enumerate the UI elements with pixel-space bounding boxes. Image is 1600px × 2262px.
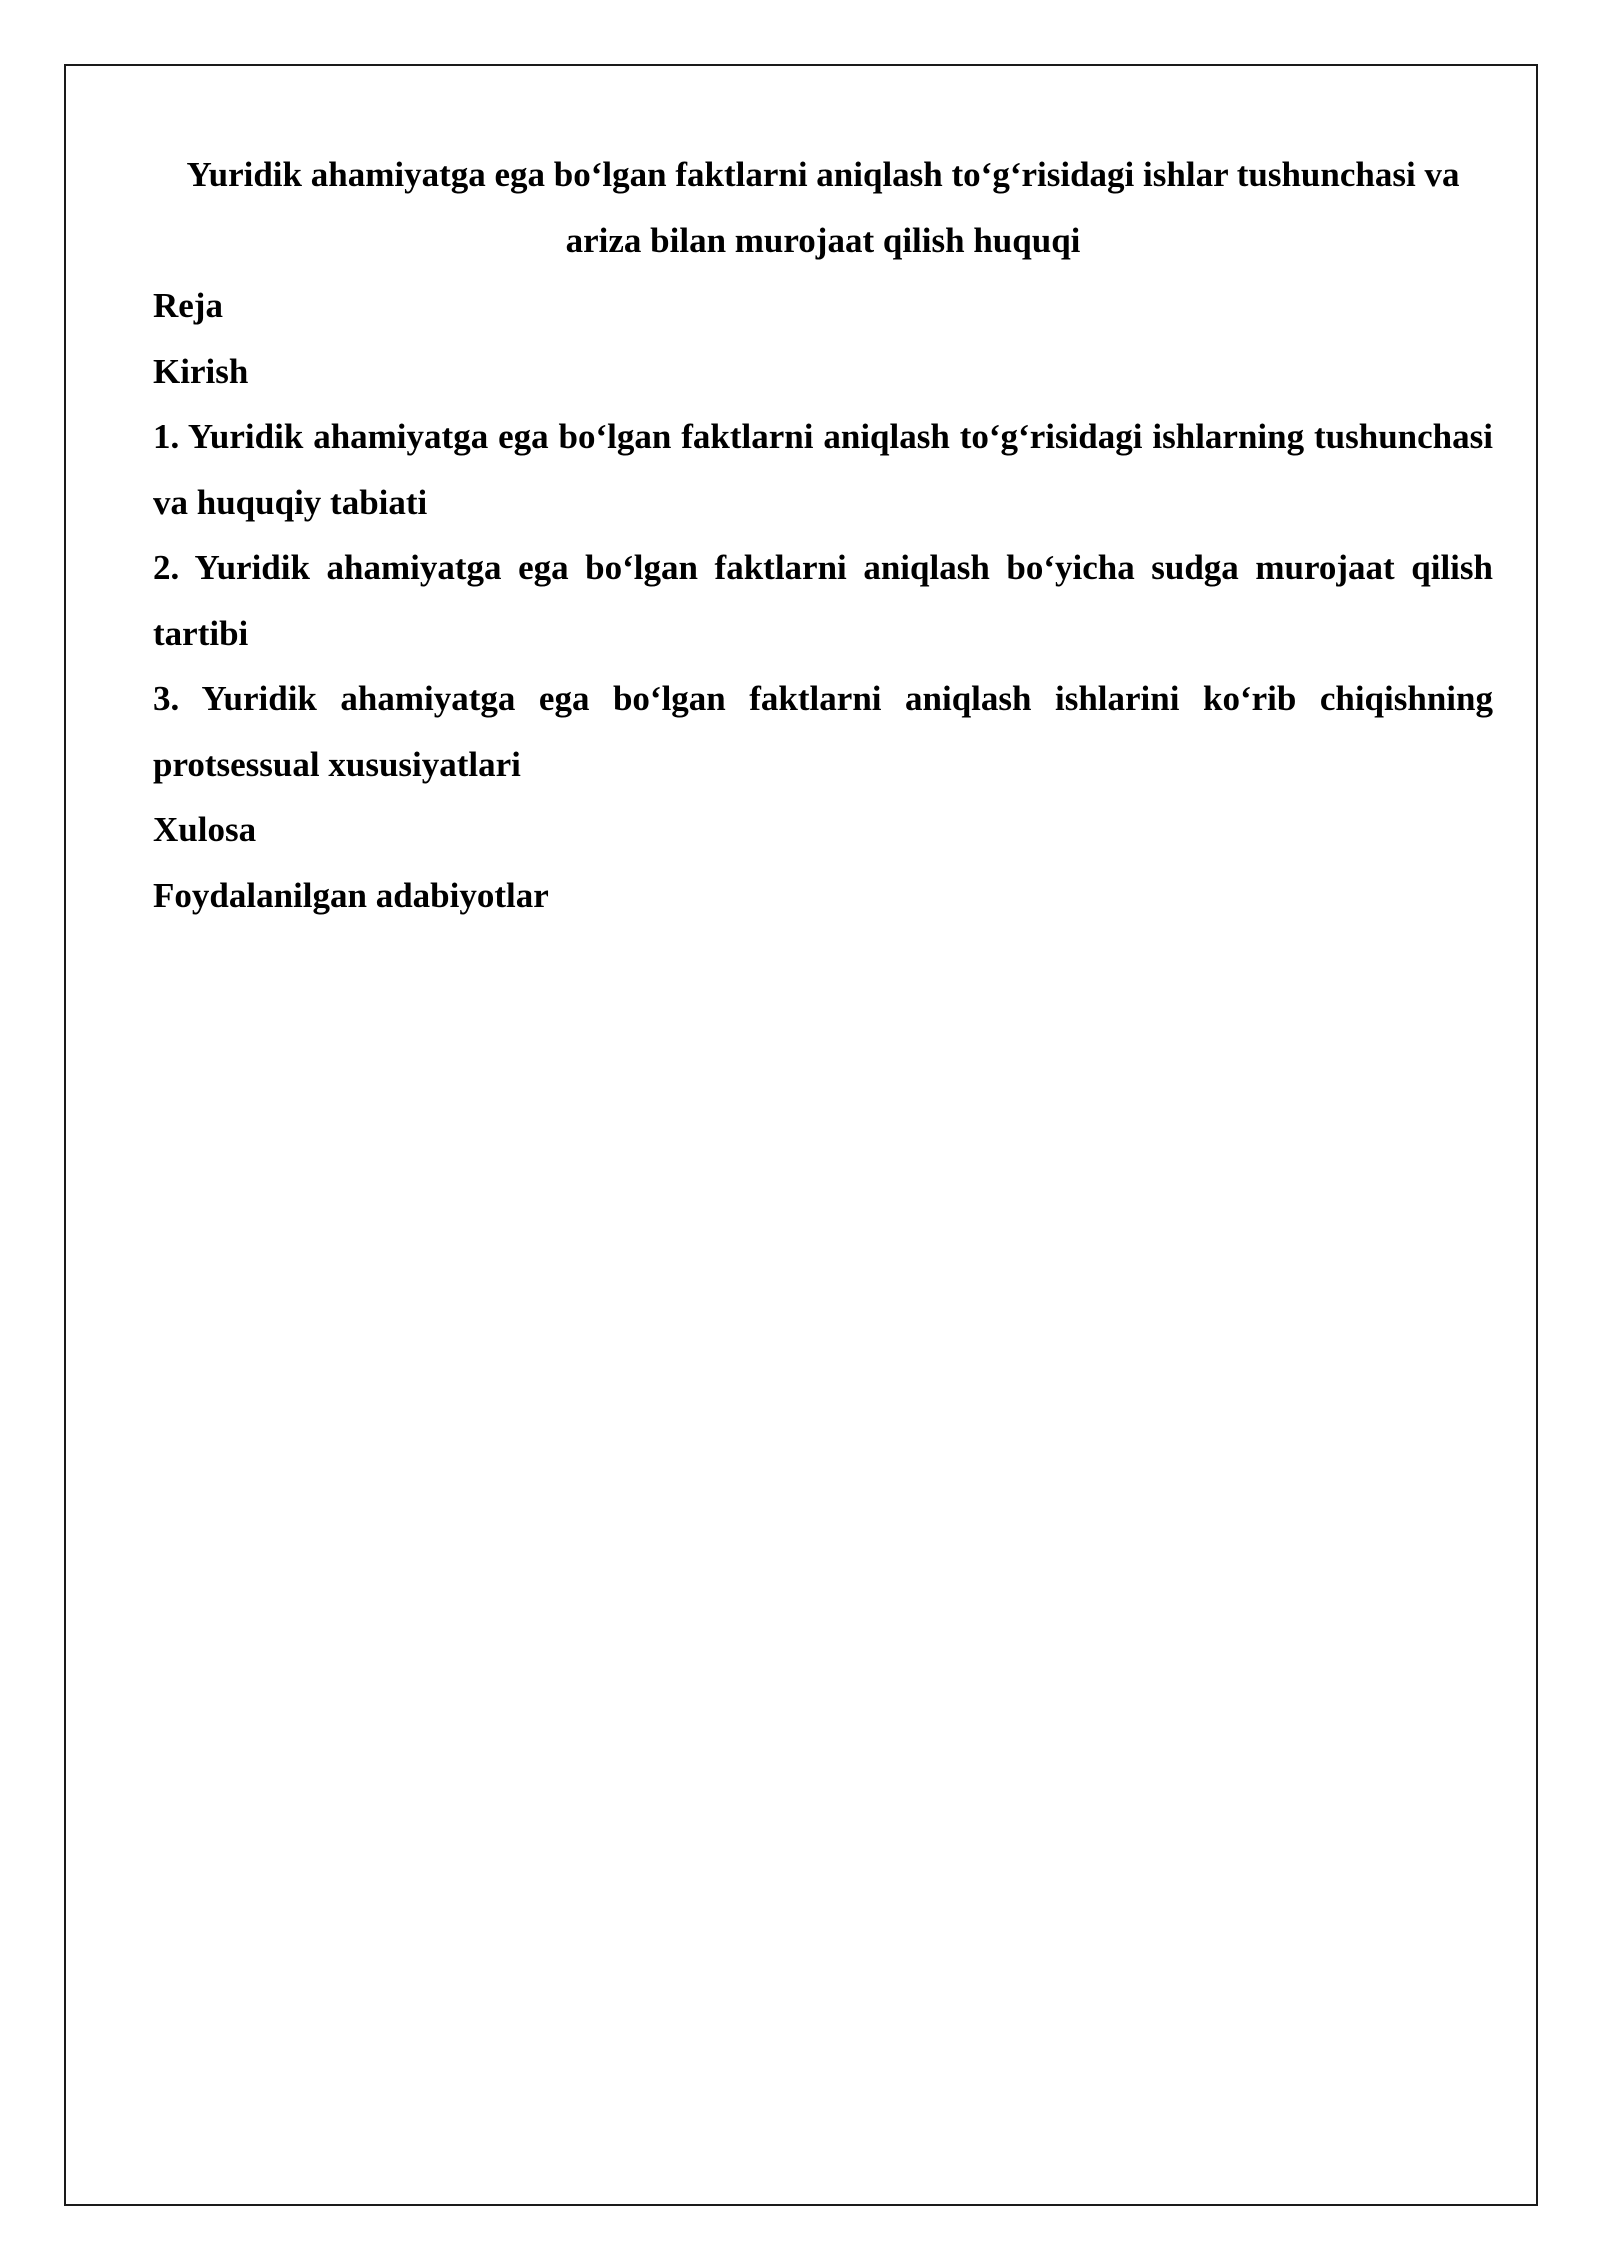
plan-heading: Reja bbox=[153, 286, 223, 325]
plan-item-1: 1. Yuridik ahamiyatga ega bo‘lgan faktlarni aniqlash to‘g‘risidagi ishlarning tushunchasi va huquqiy tabiati bbox=[153, 417, 1493, 522]
plan-conclusion: Xulosa bbox=[153, 810, 257, 849]
plan-intro: Kirish bbox=[153, 351, 249, 391]
document-body bbox=[153, 142, 1493, 928]
plan-references: Foydalanilgan adabiyotlar bbox=[153, 875, 549, 915]
plan-item-2: 2. Yuridik ahamiyatga ega bo‘lgan faktlarni aniqlash bo‘yicha sudga murojaat qilish tartibi bbox=[153, 548, 1493, 653]
document-title: Yuridik ahamiyatga ega bo‘lgan faktlarni aniqlash to‘g‘risidagi ishlar tushunchasi va ariza bilan murojaat qilish huquqi bbox=[186, 155, 1460, 260]
plan-item-3: 3. Yuridik ahamiyatga ega bo‘lgan faktlarni aniqlash ishlarini ko‘rib chiqishning protsessual xususiyatlari bbox=[153, 679, 1493, 784]
